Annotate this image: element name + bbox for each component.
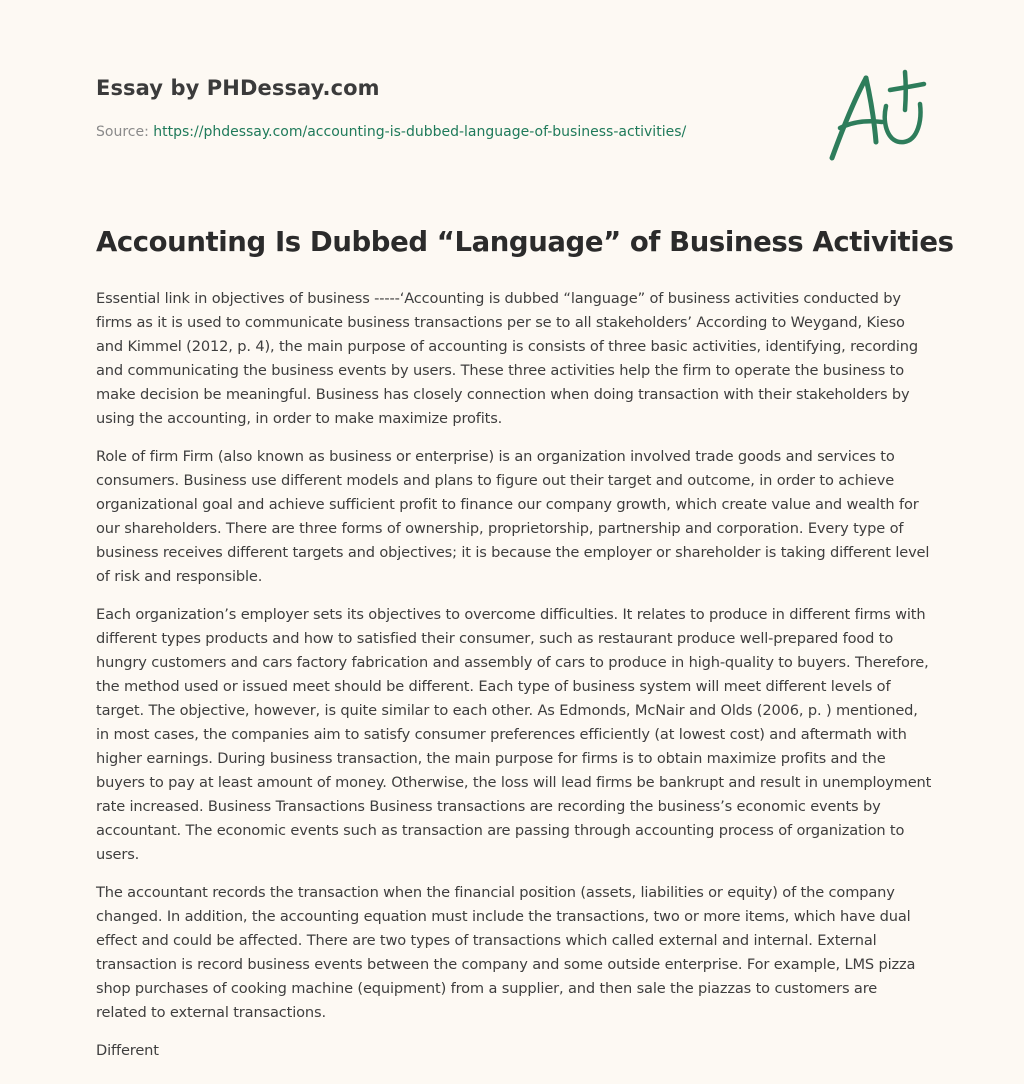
essay-body bbox=[96, 287, 932, 1077]
site-brand: Essay by PHDessay.com bbox=[96, 76, 380, 100]
source-label: Source: bbox=[96, 124, 154, 140]
essay-paragraph: The accountant records the transaction when the financial position (assets, liabilities or equity) of the company changed. In addition, the accounting equation must include the transactions, two or more items, which have dual effect and could be affected. There are two types of transactions which called external and internal. External transaction is record business events between the company and some outside enterprise. For example, LMS pizza shop purchases of cooking machine (equipment) from a supplier, and then sale the piazzas to customers are related to external transactions. bbox=[96, 884, 916, 1021]
a-plus-grade-icon bbox=[822, 66, 932, 166]
essay-paragraph: Different bbox=[96, 1042, 159, 1059]
source-line bbox=[96, 124, 686, 140]
essay-title: Accounting Is Dubbed “Language” of Business Activities bbox=[96, 226, 954, 258]
essay-paragraph: Essential link in objectives of business -----‘Accounting is dubbed “language” of business activities conducted by firms as it is used to communicate business transactions per se to all stakeholders’ According to Weygand, Kieso and Kimmel (2012, p. 4), the main purpose of accounting is consists of three basic activities, identifying, recording and communicating the business events by users. These three activities help the firm to operate the business to make decision be meaningful. Business has closely connection when doing transaction with their stakeholders by using the accounting, in order to make maximize profits. bbox=[96, 290, 918, 427]
essay-paragraph: Role of firm Firm (also known as business or enterprise) is an organization involved trade goods and services to consumers. Business use different models and plans to figure out their target and outcome, in order to achieve organizational goal and achieve sufficient profit to finance our company growth, which create value and wealth for our shareholders. There are three forms of ownership, proprietorship, partnership and corporation. Every type of business receives different targets and objectives; it is because the employer or shareholder is taking different level of risk and responsible. bbox=[96, 448, 930, 585]
source-link[interactable]: https://phdessay.com/accounting-is-dubbed-language-of-business-activities/ bbox=[153, 124, 687, 140]
essay-paragraph: Each organization’s employer sets its objectives to overcome difficulties. It relates to produce in different firms with different types products and how to satisfied their consumer, such as restaurant produce well-prepared food to hungry customers and cars factory fabrication and assembly of cars to produce in high-quality to buyers. Therefore, the method used or issued meet should be different. Each type of business system will meet different levels of target. The objective, however, is quite similar to each other. As Edmonds, McNair and Olds (2006, p. ) mentioned, in most cases, the companies aim to satisfy consumer preferences efficiently (at lowest cost) and aftermath with higher earnings. During business transaction, the main purpose for firms is to obtain maximize profits and the buyers to pay at least amount of money. Otherwise, the loss will lead firms be bankrupt and result in unemployment rate increased. Business Transactions Business transactions are recording the business’s economic events by accountant. The economic events such as transaction are passing through accounting process of organization to users. bbox=[96, 606, 932, 863]
